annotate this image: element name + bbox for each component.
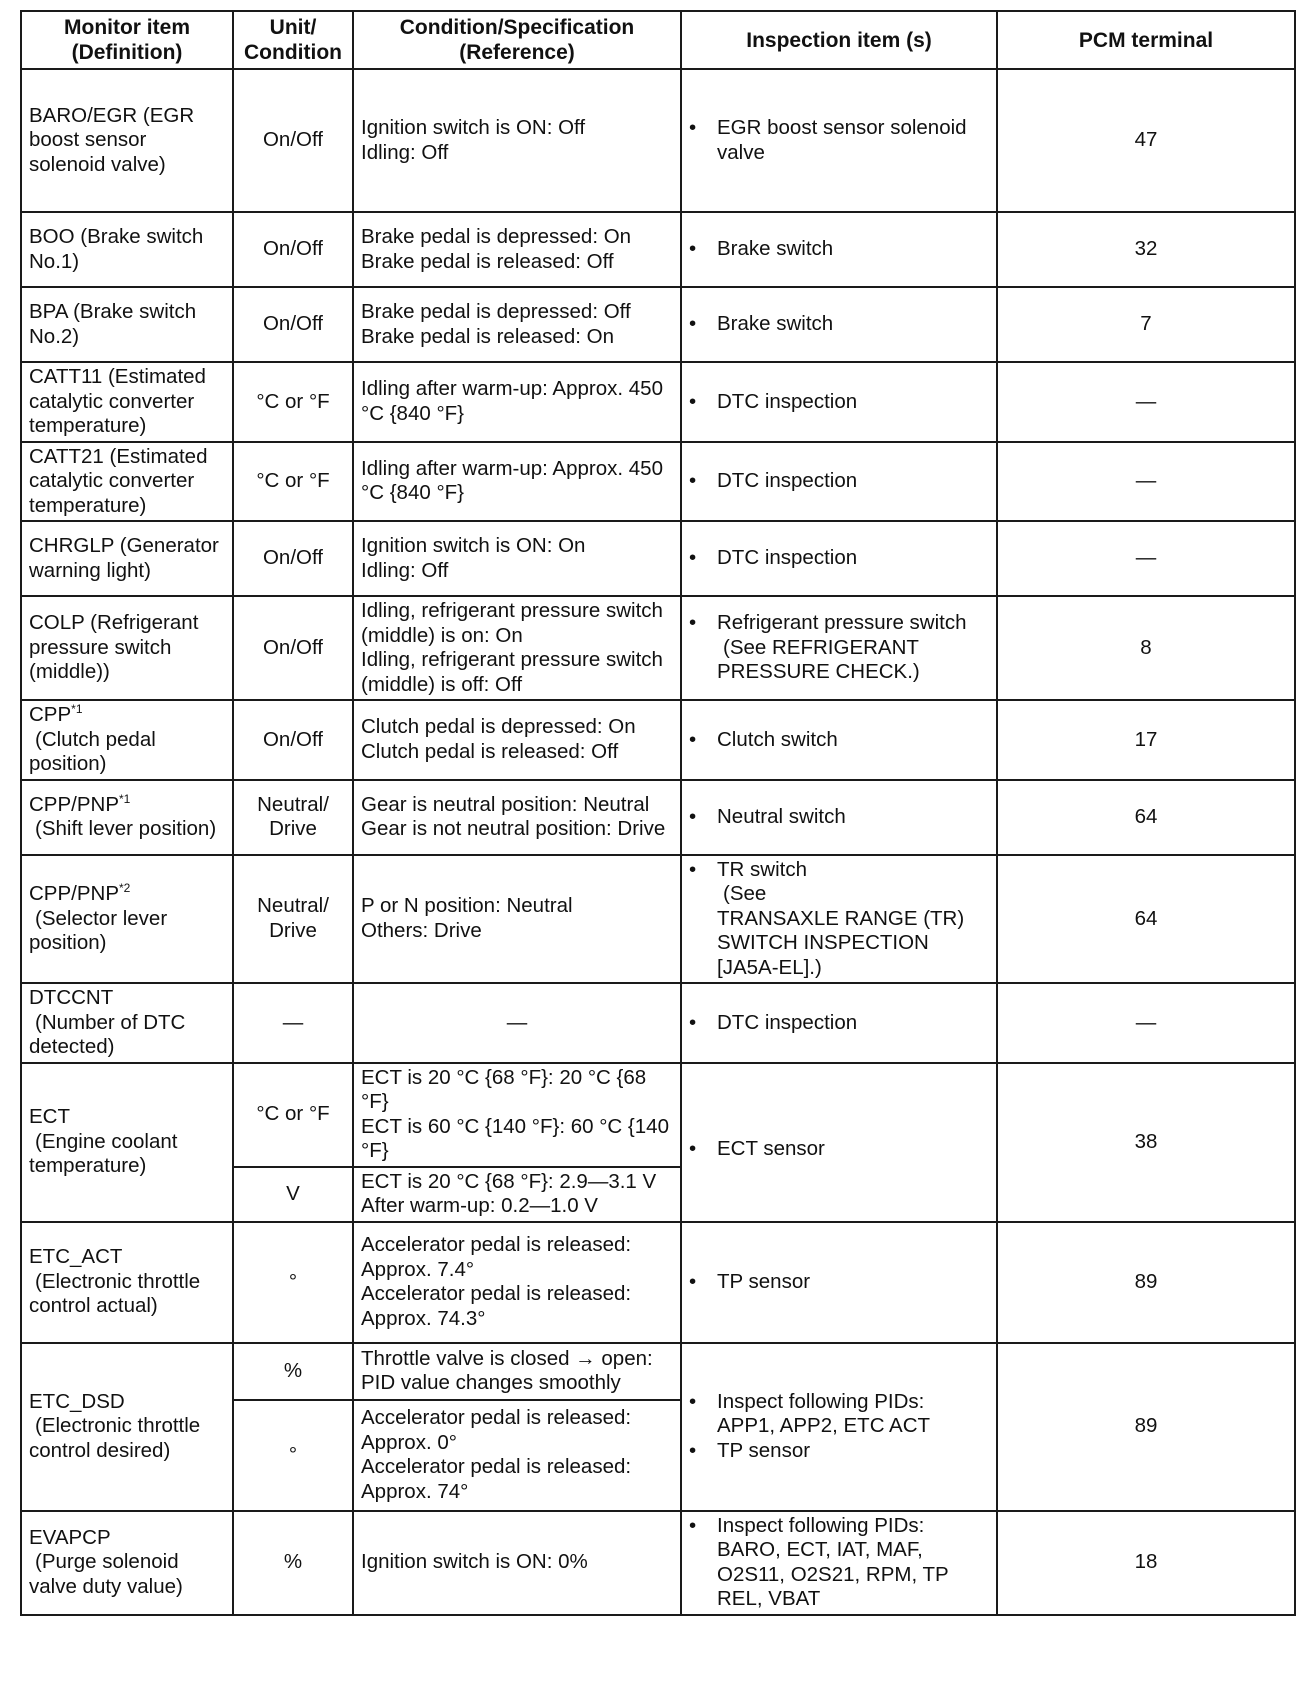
unit-cell: ° (233, 1400, 353, 1511)
pcm-terminal-cell: 32 (997, 212, 1295, 287)
bullet-icon: • (689, 1136, 697, 1160)
inspection-cell: • Refrigerant pressure switch (See REFRIGERANT PRESSURE CHECK.) (681, 596, 997, 700)
monitor-item-cell: CHRGLP (Generator warning light) (21, 521, 233, 596)
table-row-etc-dsd (21, 1343, 1295, 1400)
table-row-dtccnt (21, 983, 1295, 1063)
header-monitor-item: Monitor item (Definition) (21, 11, 233, 69)
bullet-icon: • (689, 237, 697, 261)
unit-cell: ° (233, 1222, 353, 1343)
condition-cell: Accelerator pedal is released: Approx. 7.4° Accelerator pedal is released: Approx. 74.3° (353, 1222, 681, 1343)
unit-cell: Neutral/ Drive (233, 780, 353, 855)
monitor-item-cell: CATT21 (Estimated catalytic converter temperature) (21, 442, 233, 522)
unit-cell: On/Off (233, 212, 353, 287)
inspection-cell: • DTC inspection (681, 442, 997, 522)
monitor-item-cell: ETC_ACT (Electronic throttle control actual) (21, 1222, 233, 1343)
pcm-terminal-cell: 89 (997, 1222, 1295, 1343)
condition-cell: Brake pedal is depressed: Off Brake pedal is released: On (353, 287, 681, 362)
inspection-cell: • ECT sensor (681, 1063, 997, 1222)
header-inspection-items: Inspection item (s) (681, 11, 997, 69)
inspection-cell: • EGR boost sensor solenoid valve (681, 69, 997, 212)
condition-cell: ECT is 20 °C {68 °F}: 2.9—3.1 V After warm-up: 0.2—1.0 V (353, 1167, 681, 1222)
table-row-cpp-pnp-selector (21, 855, 1295, 984)
condition-cell: Idling after warm-up: Approx. 450 °C {840 °F} (353, 442, 681, 522)
unit-cell: % (233, 1343, 353, 1400)
unit-cell: — (233, 983, 353, 1063)
condition-cell: Idling after warm-up: Approx. 450 °C {840 °F} (353, 362, 681, 442)
bullet-icon: • (689, 469, 697, 492)
bullet-icon: • (689, 546, 697, 570)
monitor-item-cell: BARO/EGR (EGR boost sensor solenoid valve) (21, 69, 233, 212)
inspection-cell: • DTC inspection (681, 362, 997, 442)
condition-cell: Idling, refrigerant pressure switch (middle) is on: On Idling, refrigerant pressure switch (middle) is off: Off (353, 596, 681, 700)
table-row-etc-act (21, 1222, 1295, 1343)
pcm-terminal-cell: 7 (997, 287, 1295, 362)
condition-cell: — (353, 983, 681, 1063)
pcm-terminal-cell: — (997, 983, 1295, 1063)
table-row-chrglp (21, 521, 1295, 596)
condition-cell: Ignition switch is ON: Off Idling: Off (353, 69, 681, 212)
monitor-item-cell: EVAPCP (Purge solenoid valve duty value) (21, 1511, 233, 1615)
monitor-item-cell: BPA (Brake switch No.2) (21, 287, 233, 362)
pcm-terminal-cell: 64 (997, 780, 1295, 855)
pcm-terminal-cell: — (997, 362, 1295, 442)
condition-cell: Gear is neutral position: Neutral Gear is not neutral position: Drive (353, 780, 681, 855)
condition-cell: Clutch pedal is depressed: On Clutch pedal is released: Off (353, 700, 681, 780)
header-condition-specification: Condition/Specification (Reference) (353, 11, 681, 69)
monitor-item-cell: CATT11 (Estimated catalytic converter temperature) (21, 362, 233, 442)
monitor-item-cell: COLP (Refrigerant pressure switch (middle)) (21, 596, 233, 700)
pcm-terminal-cell: — (997, 442, 1295, 522)
unit-cell: On/Off (233, 521, 353, 596)
unit-cell: °C or °F (233, 1063, 353, 1167)
unit-cell: % (233, 1511, 353, 1615)
pcm-terminal-cell: 89 (997, 1343, 1295, 1511)
pcm-terminal-cell: 47 (997, 69, 1295, 212)
unit-cell: On/Off (233, 700, 353, 780)
pcm-terminal-cell: 17 (997, 700, 1295, 780)
pcm-terminal-cell: — (997, 521, 1295, 596)
inspection-cell: • DTC inspection (681, 983, 997, 1063)
monitor-item-cell: ETC_DSD (Electronic throttle control desired) (21, 1343, 233, 1511)
unit-cell: °C or °F (233, 362, 353, 442)
header-row (21, 11, 1295, 69)
inspection-cell: • Clutch switch (681, 700, 997, 780)
condition-cell: Brake pedal is depressed: On Brake pedal is released: Off (353, 212, 681, 287)
table-row-baro-egr (21, 69, 1295, 212)
monitor-item-cell: CPP/PNP$^{*2}$ (Selector lever position) (21, 855, 233, 984)
header-pcm-terminal: PCM terminal (997, 11, 1295, 69)
bullet-icon: • (689, 312, 697, 336)
unit-cell: On/Off (233, 596, 353, 700)
inspection-cell: • Brake switch (681, 212, 997, 287)
inspection-cell: • TR switch (See TRANSAXLE RANGE (TR) SWITCH INSPECTION [JA5A-EL].) (681, 855, 997, 984)
condition-cell: Ignition switch is ON: On Idling: Off (353, 521, 681, 596)
bullet-icon: • (689, 1513, 697, 1537)
inspection-cell: • Inspect following PIDs: BARO, ECT, IAT, MAF, O2S11, O2S21, RPM, TP REL, VBAT (681, 1511, 997, 1615)
unit-cell: V (233, 1167, 353, 1222)
inspection-cell: • Neutral switch (681, 780, 997, 855)
pcm-terminal-cell: 8 (997, 596, 1295, 700)
inspection-cell: • DTC inspection (681, 521, 997, 596)
table-row-cpp (21, 700, 1295, 780)
unit-cell: On/Off (233, 287, 353, 362)
table-row-ect (21, 1063, 1295, 1167)
monitor-item-cell: BOO (Brake switch No.1) (21, 212, 233, 287)
condition-cell: Ignition switch is ON: 0% (353, 1511, 681, 1615)
condition-cell: ECT is 20 °C {68 °F}: 20 °C {68 °F} ECT is 60 °C {140 °F}: 60 °C {140 °F} (353, 1063, 681, 1167)
condition-cell: Throttle valve is closed → open: PID value changes smoothly (353, 1343, 681, 1400)
monitor-item-cell: ECT (Engine coolant temperature) (21, 1063, 233, 1222)
inspection-cell: • Inspect following PIDs: APP1, APP2, ETC ACT • TP sensor (681, 1343, 997, 1511)
header-unit-condition: Unit/ Condition (233, 11, 353, 69)
bullet-icon: • (689, 804, 697, 828)
monitor-item-cell: CPP/PNP$^{*1}$ (Shift lever position) (21, 780, 233, 855)
inspection-cell: • Brake switch (681, 287, 997, 362)
bullet-icon: • (689, 1269, 697, 1293)
bullet-icon: • (689, 727, 697, 751)
condition-cell: Accelerator pedal is released: Approx. 0° Accelerator pedal is released: Approx. 74° (353, 1400, 681, 1511)
bullet-icon: • (689, 857, 697, 881)
unit-cell: On/Off (233, 69, 353, 212)
pcm-terminal-cell: 38 (997, 1063, 1295, 1222)
bullet-icon: • (689, 1389, 697, 1413)
monitor-item-cell: CPP$^{*1}$ (Clutch pedal position) (21, 700, 233, 780)
condition-cell: P or N position: Neutral Others: Drive (353, 855, 681, 984)
unit-cell: °C or °F (233, 442, 353, 522)
pcm-terminal-cell: 18 (997, 1511, 1295, 1615)
table-row-colp (21, 596, 1295, 700)
bullet-icon: • (689, 389, 697, 413)
table-row-catt21 (21, 442, 1295, 522)
table-row-evapcp (21, 1511, 1295, 1615)
pcm-terminal-cell: 64 (997, 855, 1295, 984)
unit-cell: Neutral/ Drive (233, 855, 353, 984)
pid-monitor-table (20, 10, 1296, 1616)
inspection-cell: • TP sensor (681, 1222, 997, 1343)
table-row-catt11 (21, 362, 1295, 442)
bullet-icon: • (689, 116, 697, 139)
monitor-item-cell: DTCCNT (Number of DTC detected) (21, 983, 233, 1063)
bullet-icon: • (689, 1010, 697, 1034)
bullet-icon: • (689, 1438, 697, 1462)
table-row-bpa (21, 287, 1295, 362)
bullet-icon: • (689, 611, 697, 635)
table-row-cpp-pnp-shift (21, 780, 1295, 855)
table-row-boo (21, 212, 1295, 287)
